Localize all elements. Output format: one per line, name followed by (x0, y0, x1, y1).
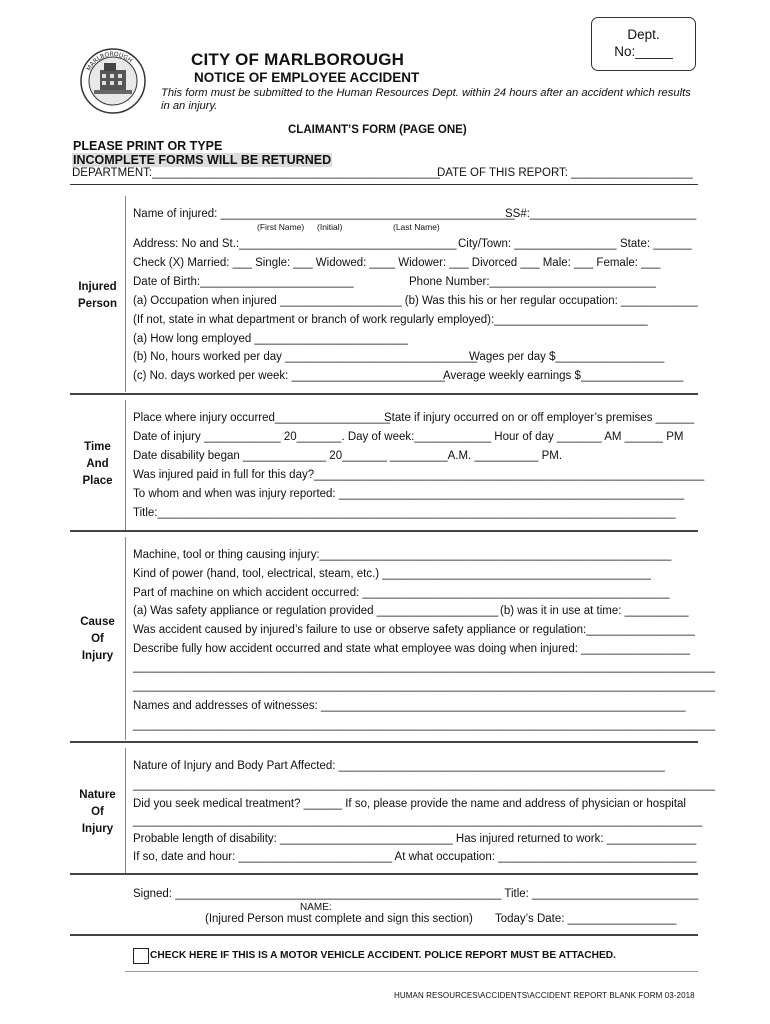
paid-full-field[interactable]: Was injured paid in full for this day?_____________________________________________________________ (133, 469, 705, 481)
safety-in-use-field[interactable]: (b) was it in use at time: __________ (500, 605, 689, 617)
bottom-divider (125, 971, 698, 972)
section-label-injured: Injured Person (78, 281, 117, 310)
city-seal-logo (80, 48, 146, 114)
avg-earnings-field[interactable]: Average weekly earnings $________________ (443, 370, 684, 382)
print-instruction: PLEASE PRINT OR TYPE (73, 139, 223, 153)
signature-field[interactable]: Signed: ___________________________________________________ Title: __________________________ (133, 888, 699, 900)
witnesses-line[interactable]: ___________________________________________________________________________________________ (133, 719, 716, 731)
regular-work-field[interactable]: (If not, state in what department or branch of work regularly employed):________________________ (133, 314, 648, 326)
section-label-cause: Cause Of Injury (80, 616, 115, 662)
wages-field[interactable]: Wages per day $_________________ (469, 351, 665, 363)
todays-date-field[interactable]: Today’s Date: _________________ (495, 913, 677, 925)
describe-line[interactable]: ___________________________________________________________________________________________ (133, 680, 716, 692)
marital-status-field[interactable]: Check (X) Married: ___ Single: ___ Widowed: ____ Widower: ___ Divorced ___ Male: ___ Female: ___ (133, 257, 661, 269)
dob-field[interactable]: Date of Birth:________________________ (133, 276, 354, 288)
phone-field[interactable]: Phone Number:__________________________ (409, 276, 656, 288)
safety-provided-field[interactable]: (a) Was safety appliance or regulation provided ___________________ (133, 605, 499, 617)
state-field[interactable]: State: ______ (620, 238, 692, 250)
section-divider (70, 741, 698, 743)
dept-label: Dept. (627, 27, 660, 42)
report-date-field[interactable]: DATE OF THIS REPORT: ___________________ (437, 167, 693, 179)
footer-path: HUMAN RESOURCES\ACCIDENTS\ACCIDENT REPORT BLANK FORM 03-2018 (394, 991, 695, 1000)
page-title: CITY OF MARLBOROUGH (191, 50, 405, 69)
power-kind-field[interactable]: Kind of power (hand, tool, electrical, steam, etc.) __________________________________________ (133, 568, 651, 580)
disability-length-field[interactable]: Probable length of disability: ___________________________ Has injured returned to work: ______________ (133, 833, 697, 845)
section-divider (70, 530, 698, 532)
claimant-heading: CLAIMANT’S FORM (PAGE ONE) (288, 124, 467, 136)
department-field[interactable]: DEPARTMENT:_____________________________________________ (72, 167, 440, 179)
machine-part-field[interactable]: Part of machine on which accident occurred: ________________________________________________ (133, 587, 670, 599)
sign-instruction: (Injured Person must complete and sign this section) (205, 913, 473, 925)
describe-line[interactable]: ___________________________________________________________________________________________ (133, 661, 716, 673)
address-field[interactable]: Address: No and St.:__________________________________ (133, 238, 457, 250)
injury-date-field[interactable]: Date of injury ____________ 20_______. Day of week:____________ Hour of day _______ AM ______ PM (133, 431, 684, 443)
svg-text:MARLBOROUGH: MARLBOROUGH (85, 50, 134, 73)
section-divider-line (125, 537, 126, 740)
submission-note: This form must be submitted to the Human Resources Dept. within 24 hours after an accident which results in an injury. (161, 87, 691, 112)
name-caption: NAME: (300, 902, 332, 913)
city-field[interactable]: City/Town: ________________ (458, 238, 617, 250)
machine-field[interactable]: Machine, tool or thing causing injury:_______________________________________________________ (133, 549, 672, 561)
employed-length-field[interactable]: (a) How long employed ________________________ (133, 333, 408, 345)
disability-date-field[interactable]: Date disability began _____________ 20_______ _________A.M. __________ PM. (133, 450, 563, 462)
physician-line[interactable]: _________________________________________________________________________________________ (133, 815, 703, 827)
section-label-time: Time And Place (82, 441, 113, 487)
incomplete-warning: INCOMPLETE FORMS WILL BE RETURNED (73, 153, 332, 167)
header-divider (70, 184, 698, 185)
dept-number-box (591, 17, 696, 71)
injury-nature-field[interactable]: Nature of Injury and Body Part Affected: ___________________________________________________ (133, 760, 665, 772)
section-divider-line (125, 196, 126, 392)
safety-failure-field[interactable]: Was accident caused by injured’s failure to use or observe safety appliance or regulation:_________________ (133, 624, 695, 636)
reported-to-field[interactable]: To whom and when was injury reported: ______________________________________________________ (133, 488, 685, 500)
injury-nature-line[interactable]: ___________________________________________________________________________________________ (133, 779, 716, 791)
hours-per-day-field[interactable]: (b) No, hours worked per day ______________________________ (133, 351, 477, 363)
dept-number-field[interactable]: No:_____ (614, 44, 673, 59)
describe-accident-field[interactable]: Describe fully how accident occurred and state what employee was doing when injured: _________________ (133, 643, 690, 655)
section-divider (70, 873, 698, 875)
name-field[interactable]: Name of injured: ______________________________________________ (133, 208, 515, 220)
ss-field[interactable]: SS#:__________________________ (505, 208, 697, 220)
return-date-field[interactable]: If so, date and hour: ________________________ At what occupation: _______________________________ (133, 851, 697, 863)
section-label-nature: Nature Of Injury (79, 789, 116, 835)
section-divider-line (125, 400, 126, 530)
motor-vehicle-label: CHECK HERE IF THIS IS A MOTOR VEHICLE ACCIDENT. POLICE REPORT MUST BE ATTACHED. (150, 950, 616, 961)
first-name-caption: (First Name) (257, 222, 305, 232)
medical-treatment-field[interactable]: Did you seek medical treatment? ______ If so, please provide the name and address of physician or hospital (133, 798, 686, 810)
section-divider-line (125, 748, 126, 873)
form-subtitle: NOTICE OF EMPLOYEE ACCIDENT (194, 70, 420, 85)
witnesses-field[interactable]: Names and addresses of witnesses: _________________________________________________________ (133, 700, 686, 712)
last-name-caption: (Last Name) (393, 222, 440, 232)
days-per-week-field[interactable]: (c) No. days worked per week: ________________________ (133, 370, 445, 382)
premises-field[interactable]: State if injury occurred on or off employer’s premises ______ (384, 412, 695, 424)
initial-caption: (Initial) (317, 222, 343, 232)
section-divider (70, 393, 698, 395)
section-divider (70, 934, 698, 936)
injury-place-field[interactable]: Place where injury occurred__________________ (133, 412, 391, 424)
reported-title-field[interactable]: Title:_________________________________________________________________________________ (133, 507, 676, 519)
motor-vehicle-checkbox[interactable] (133, 948, 149, 964)
occupation-field[interactable]: (a) Occupation when injured ___________________ (b) Was this his or her regular occupation: ____________ (133, 295, 698, 307)
